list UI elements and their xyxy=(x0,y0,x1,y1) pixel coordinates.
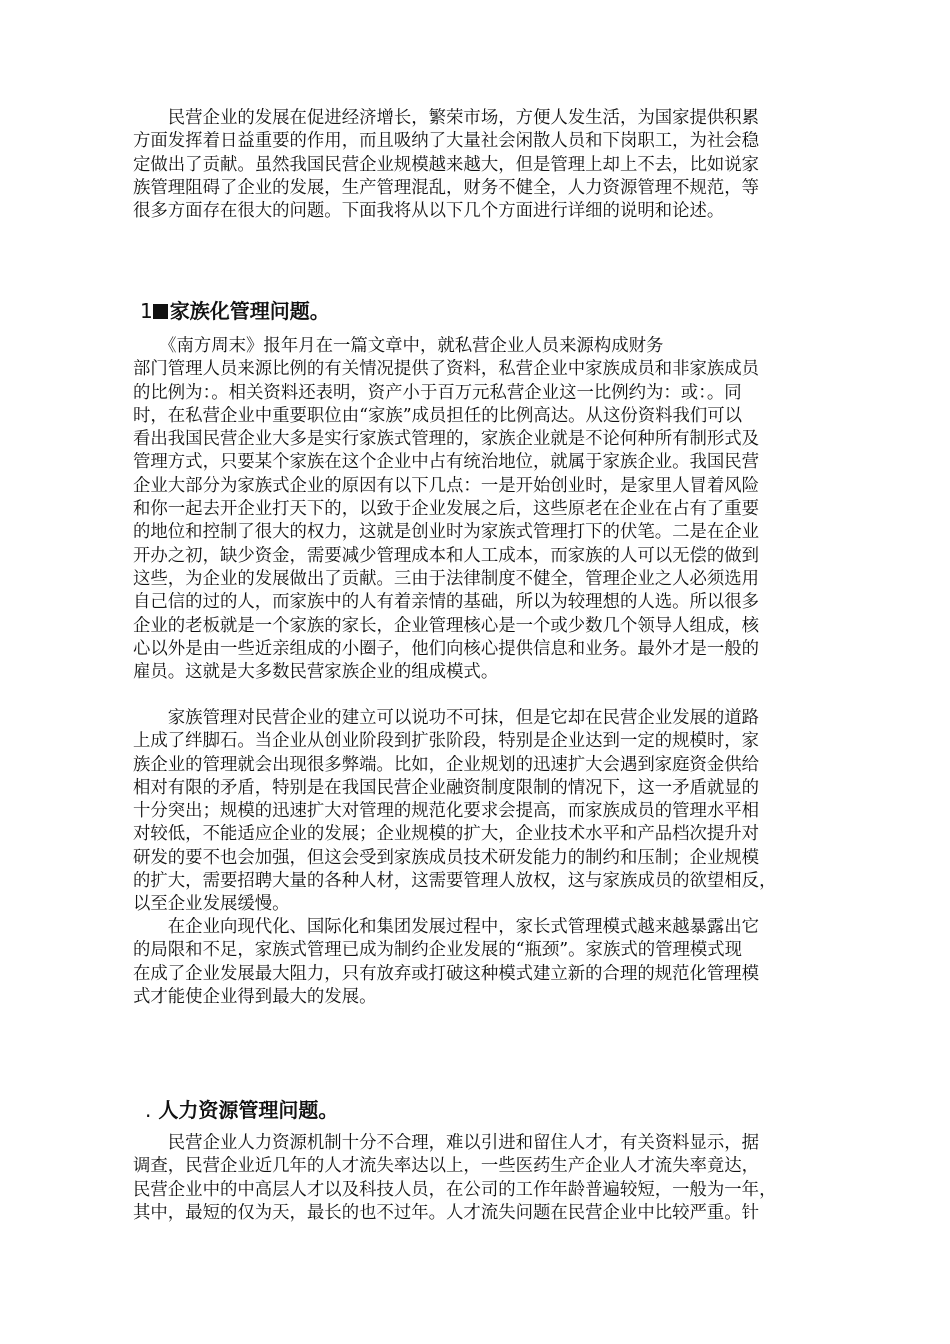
text-line: 民营企业中的中高层人才以及科技人员，在公司的工作年龄普遍较短，一般为一年， xyxy=(133,1179,777,1200)
section2-number: . xyxy=(145,1098,152,1122)
section1-paragraph-1 xyxy=(133,335,833,684)
text-line: 看出我国民营企业大多是实行家族式管理的，家族企业就是不论何种所有制形式及 xyxy=(133,429,760,450)
text-line: 家族管理对民营企业的建立可以说功不可抹，但是它却在民营企业发展的道路 xyxy=(133,708,760,728)
section2-paragraph-1 xyxy=(133,1132,833,1225)
text-line: 很多方面存在很大的问题。下面我将从以下几个方面进行详细的说明和论述。 xyxy=(133,201,725,222)
text-line: 民营企业的发展在促进经济增长，繁荣市场，方便人发生活，为国家提供积累 xyxy=(133,108,760,128)
text-line: 民营企业人力资源机制十分不合理，难以引进和留住人才，有关资料显示，据 xyxy=(133,1133,760,1153)
section1-paragraph-2 xyxy=(133,707,833,917)
text-line: 的地位和控制了很大的权力，这就是创业时为家族式管理打下的伏笔。二是在企业 xyxy=(133,522,760,543)
square-bullet-icon xyxy=(153,304,168,319)
text-line: 相对有限的矛盾，特别是在我国民营企业融资制度限制的情况下，这一矛盾就显的 xyxy=(133,777,760,798)
text-line: 定做出了贡献。虽然我国民营企业规模越来越大，但是管理上却上不去，比如说家 xyxy=(133,154,760,175)
text-line: 雇员。这就是大多数民营家族企业的组成模式。 xyxy=(133,662,499,683)
section2-title: 人力资源管理问题。 xyxy=(158,1098,339,1122)
text-line: 上成了绊脚石。当企业从创业阶段到扩张阶段，特别是企业达到一定的规模时，家 xyxy=(133,731,760,752)
text-line: 《南方周末》报年月在一篇文章中，就私营企业人员来源构成财务 xyxy=(133,336,664,356)
text-line: 的局限和不足，家族式管理已成为制约企业发展的“瓶颈”。家族式的管理模式现 xyxy=(133,940,743,961)
text-line: 族管理阻碍了企业的发展，生产管理混乱，财务不健全，人力资源管理不规范，等 xyxy=(133,177,760,198)
text-line: 时，在私营企业中重要职位由“家族”成员担任的比例高达。从这份资料我们可以 xyxy=(133,405,743,426)
text-line: 自己信的过的人，而家族中的人有着亲情的基础，所以为较理想的人选。所以很多 xyxy=(133,592,760,613)
text-line: 的比例为：。相关资料还表明，资产小于百万元私营企业这一比例约为：或：。同 xyxy=(133,382,742,403)
section1-number: 1 xyxy=(140,299,153,323)
text-line: 方面发挥着日益重要的作用，而且吸纳了大量社会闲散人员和下岗职工，为社会稳 xyxy=(133,131,760,152)
text-line: 十分突出；规模的迅速扩大对管理的规范化要求会提高，而家族成员的管理水平相 xyxy=(133,801,760,822)
text-line: 心以外是由一些近亲组成的小圈子，他们向核心提供信息和业务。最外才是一般的 xyxy=(133,638,760,659)
text-line: 的扩大，需要招聘大量的各种人材，这需要管理人放权，这与家族成员的欲望相反， xyxy=(133,871,777,892)
text-line: 管理方式，只要某个家族在这个企业中占有统治地位，就属于家族企业。我国民营 xyxy=(133,452,760,473)
text-line: 在成了企业发展最大阻力，只有放弃或打破这种模式建立新的合理的规范化管理模 xyxy=(133,963,760,984)
text-line: 企业的老板就是一个家族的家长，企业管理核心是一个或少数几个领导人组成，核 xyxy=(133,615,760,636)
text-line: 调查，民营企业近几年的人才流失率达以上，一些医药生产企业人才流失率竟达， xyxy=(133,1156,760,1177)
section1-paragraph-3 xyxy=(133,916,833,1009)
intro-paragraph xyxy=(133,107,833,223)
text-line: 这些，为企业的发展做出了贡献。三由于法律制度不健全，管理企业之人必须选用 xyxy=(133,568,760,589)
section1-heading xyxy=(140,298,330,324)
text-line: 族企业的管理就会出现很多弊端。比如，企业规划的迅速扩大会遇到家庭资金供给 xyxy=(133,754,760,775)
text-line: 以至企业发展缓慢。 xyxy=(133,894,290,915)
section2-heading xyxy=(145,1097,338,1123)
text-line: 研发的要不也会加强，但这会受到家族成员技术研发能力的制约和压制；企业规模 xyxy=(133,847,760,868)
text-line: 式才能使企业得到最大的发展。 xyxy=(133,986,377,1007)
text-line: 对较低，不能适应企业的发展；企业规模的扩大，企业技术水平和产品档次提升对 xyxy=(133,824,760,845)
text-line: 部门管理人员来源比例的有关情况提供了资料，私营企业中家族成员和非家族成员 xyxy=(133,359,760,380)
text-line: 其中，最短的仅为天，最长的也不过年。人才流失问题在民营企业中比较严重。针 xyxy=(133,1202,760,1223)
text-line: 和你一起去开企业打天下的，以致于企业发展之后，这些原老在企业在占有了重要 xyxy=(133,499,760,520)
text-line: 在企业向现代化、国际化和集团发展过程中，家长式管理模式越来越暴露出它 xyxy=(133,917,760,937)
section1-title: 家族化管理问题。 xyxy=(169,299,330,323)
text-line: 开办之初，缺少资金，需要减少管理成本和人工成本，而家族的人可以无偿的做到 xyxy=(133,545,760,566)
text-line: 企业大部分为家族式企业的原因有以下几点：一是开始创业时，是家里人冒着风险 xyxy=(133,475,760,496)
